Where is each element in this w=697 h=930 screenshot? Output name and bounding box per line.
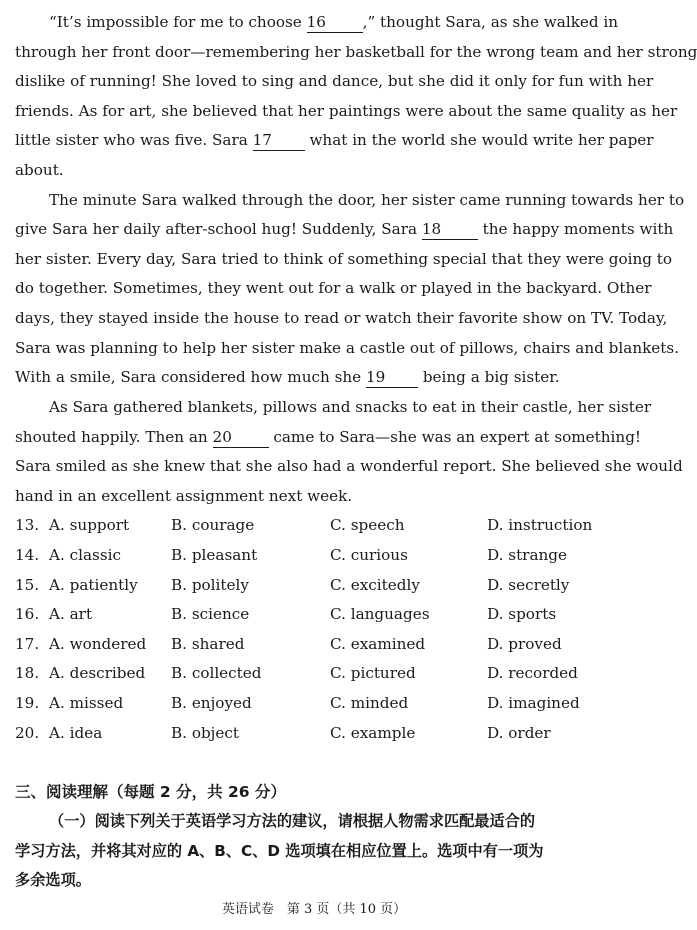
option-a[interactable]: A. idea xyxy=(49,723,103,742)
question-number: 19. xyxy=(15,694,40,712)
question-13 xyxy=(15,511,615,541)
passage-line: Sara smiled as she knew that she also had a wonderful report. She believed she would xyxy=(15,457,683,476)
instruction-line: （一）阅读下列关于英语学习方法的建议，请根据人物需求匹配最适合的 xyxy=(49,812,535,830)
option-b[interactable]: B. politely xyxy=(171,575,249,594)
section-instructions xyxy=(15,807,613,896)
option-d[interactable]: D. sports xyxy=(487,605,557,624)
blank-18[interactable]: 18 xyxy=(422,219,478,240)
passage-line: about. xyxy=(15,160,64,179)
passage-line: friends. As for art, she believed that her paintings were about the same quality as her xyxy=(15,101,678,120)
question-number: 17. xyxy=(15,634,40,653)
option-a[interactable]: A. patiently xyxy=(49,575,138,594)
blank-16[interactable]: 16 xyxy=(307,12,363,33)
passage-line: With a smile, Sara considered how much she 19 being a big sister. xyxy=(15,368,560,387)
question-number: 18. xyxy=(15,664,40,683)
option-d[interactable]: D. imagined xyxy=(487,694,580,712)
passage-line: her sister. Every day, Sara tried to think of something special that they were going to xyxy=(15,249,673,268)
passage-line: give Sara her daily after-school hug! Suddenly, Sara 18 the happy moments with xyxy=(15,220,674,239)
option-c[interactable]: C. languages xyxy=(330,605,430,624)
passage-line: do together. Sometimes, they went out for a walk or played in the backyard. Other xyxy=(15,279,652,298)
option-d[interactable]: D. recorded xyxy=(487,664,578,683)
question-14 xyxy=(15,541,615,571)
passage-paragraph-3 xyxy=(15,393,683,511)
option-d[interactable]: D. proved xyxy=(487,634,562,653)
passage-line: “It’s impossible for me to choose 16 ,” thought Sara, as she walked in xyxy=(49,13,619,31)
instruction-line: 学习方法，并将其对应的 A、B、C、D 选项填在相应位置上。选项中有一项为 xyxy=(15,841,544,860)
option-d[interactable]: D. order xyxy=(487,723,551,742)
question-16 xyxy=(15,600,615,630)
option-d[interactable]: D. secretly xyxy=(487,575,570,594)
passage-line: dislike of running! She loved to sing and dance, but she did it only for fun with her xyxy=(15,72,654,91)
option-c[interactable]: C. excitedly xyxy=(330,575,420,594)
blank-17[interactable]: 17 xyxy=(253,130,305,151)
option-b[interactable]: B. science xyxy=(171,605,250,624)
passage-line: shouted happily. Then an 20 came to Sara—she was an expert at something! xyxy=(15,427,642,446)
question-number: 13. xyxy=(15,516,40,535)
passage-line: The minute Sara walked through the door, her sister came running towards her to xyxy=(49,190,685,209)
option-b[interactable]: B. enjoyed xyxy=(171,694,252,712)
option-b[interactable]: B. courage xyxy=(171,516,255,535)
question-17 xyxy=(15,630,615,660)
passage-line: through her front door—remembering her basketball for the wrong team and her strong xyxy=(15,42,697,61)
question-number: 20. xyxy=(15,723,40,742)
option-c[interactable]: C. examined xyxy=(330,634,426,653)
question-number: 16. xyxy=(15,605,40,624)
blank-19[interactable]: 19 xyxy=(366,367,418,388)
passage-line: days, they stayed inside the house to read or watch their favorite show on TV. Today, xyxy=(15,308,668,327)
option-a[interactable]: A. described xyxy=(49,664,146,683)
option-c[interactable]: C. speech xyxy=(330,516,405,535)
option-b[interactable]: B. shared xyxy=(171,634,245,653)
passage-line: As Sara gathered blankets, pillows and snacks to eat in their castle, her sister xyxy=(49,398,652,416)
question-number: 14. xyxy=(15,546,40,564)
passage-line: little sister who was five. Sara 17 what in the world she would write her paper xyxy=(15,131,654,150)
option-c[interactable]: C. curious xyxy=(330,546,408,564)
option-c[interactable]: C. example xyxy=(330,723,416,742)
option-c[interactable]: C. pictured xyxy=(330,664,416,683)
option-d[interactable]: D. strange xyxy=(487,546,567,564)
option-a[interactable]: A. art xyxy=(49,605,93,624)
option-a[interactable]: A. missed xyxy=(49,694,124,712)
question-number: 15. xyxy=(15,575,40,594)
option-b[interactable]: B. collected xyxy=(171,664,262,683)
option-b[interactable]: B. object xyxy=(171,723,239,742)
passage-line: Sara was planning to help her sister make a castle out of pillows, chairs and blankets. xyxy=(15,338,680,357)
section-heading: 三、阅读理解（每题 2 分，共 26 分） xyxy=(15,783,286,801)
option-b[interactable]: B. pleasant xyxy=(171,546,258,564)
option-a[interactable]: A. classic xyxy=(49,546,121,564)
option-a[interactable]: A. wondered xyxy=(49,634,147,653)
question-20 xyxy=(15,719,615,749)
instruction-line: 多余选项。 xyxy=(15,871,91,890)
passage-line: hand in an excellent assignment next week. xyxy=(15,486,353,505)
option-c[interactable]: C. minded xyxy=(330,694,409,712)
question-15 xyxy=(15,571,615,601)
page-footer: 英语试卷 第 3 页（共 10 页） xyxy=(221,902,407,917)
question-19 xyxy=(15,689,615,719)
blank-20[interactable]: 20 xyxy=(213,427,269,448)
passage-paragraph-1 xyxy=(15,8,697,186)
passage-paragraph-2 xyxy=(15,186,685,393)
option-d[interactable]: D. instruction xyxy=(487,516,593,535)
question-18 xyxy=(15,659,615,689)
option-a[interactable]: A. support xyxy=(49,516,130,535)
